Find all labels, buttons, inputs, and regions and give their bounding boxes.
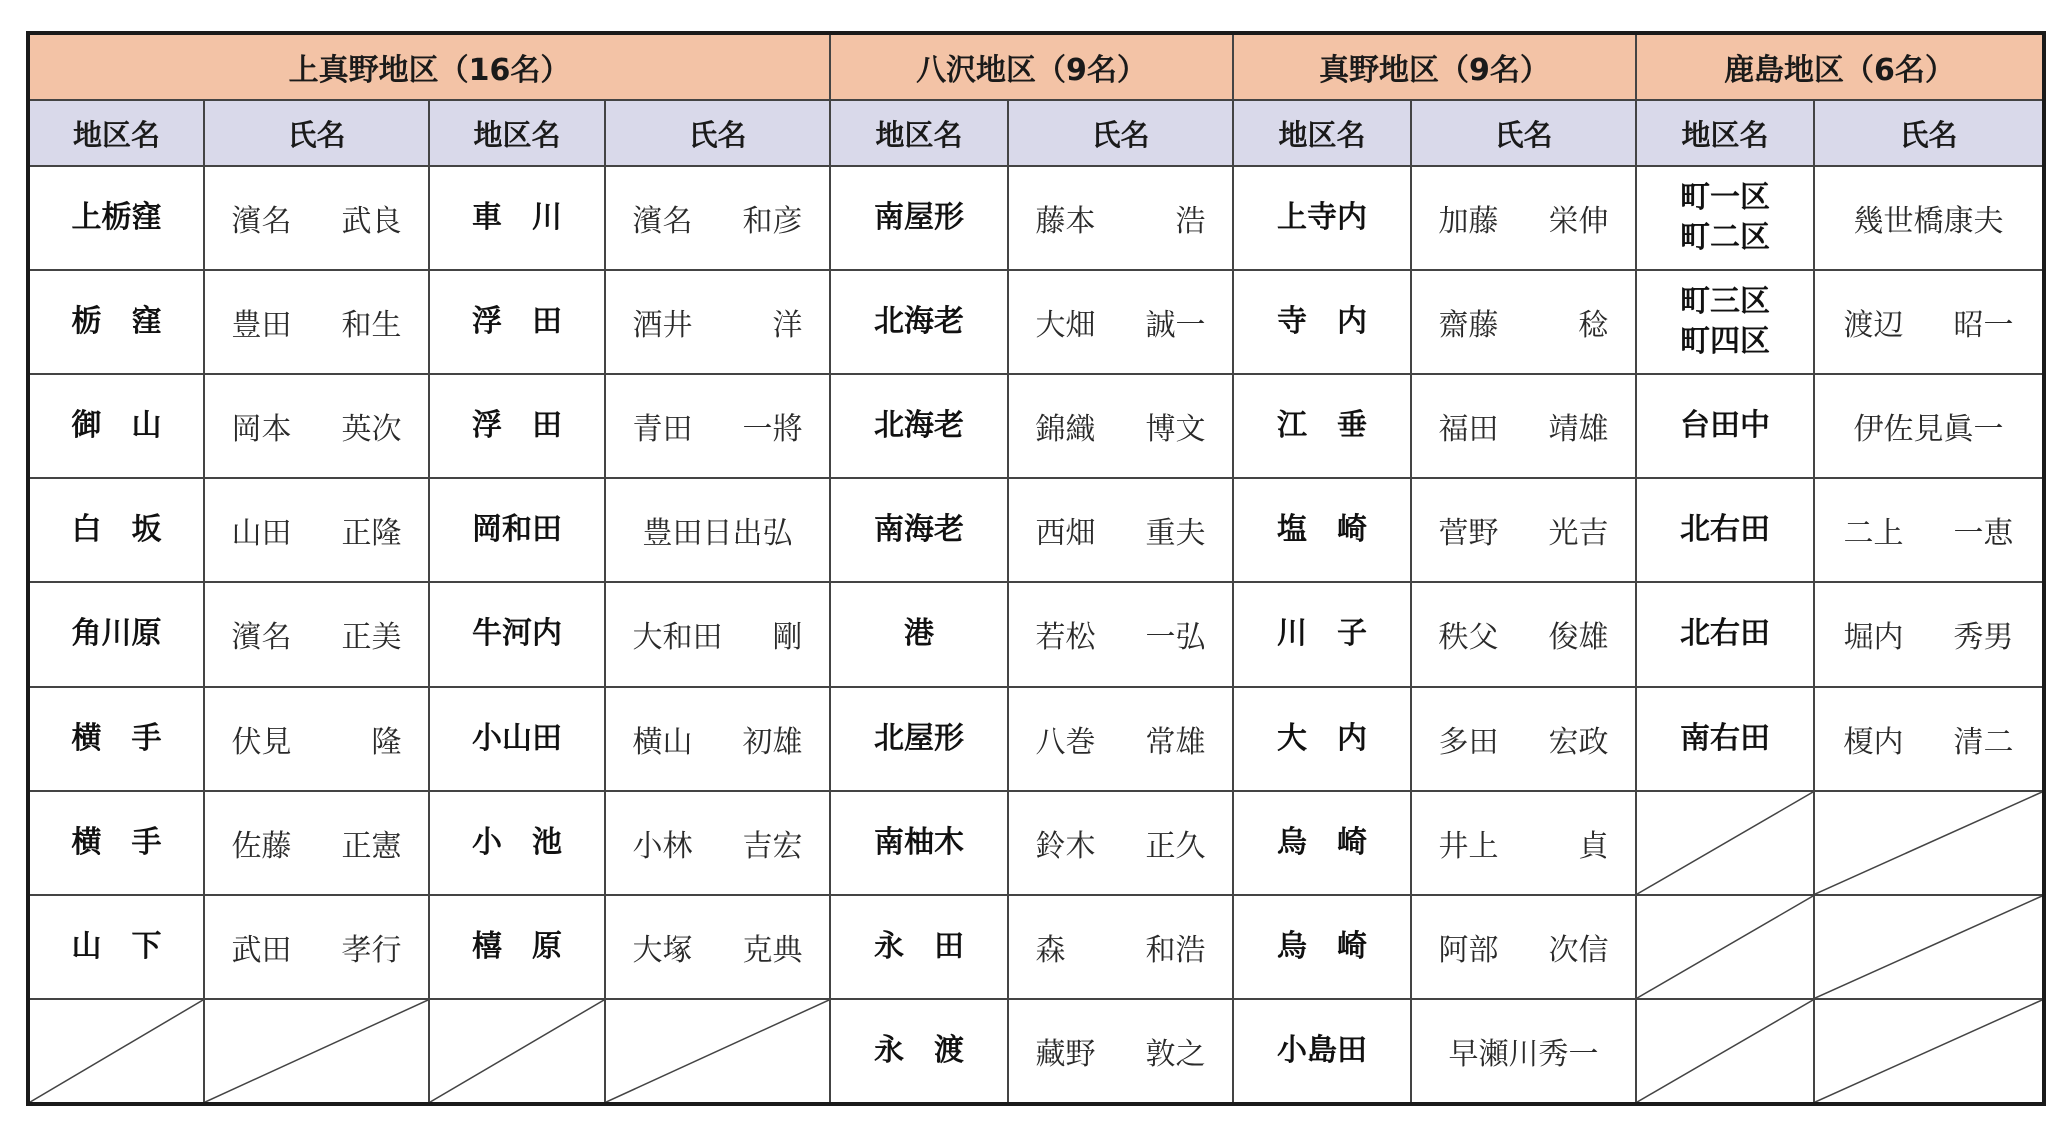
district-name: 町四区 — [1680, 324, 1770, 360]
person-name — [1439, 717, 1609, 761]
district-cell — [28, 687, 204, 791]
person-name-cell — [1814, 478, 2044, 582]
empty-cell — [1636, 895, 1814, 999]
person-name — [1036, 717, 1206, 761]
person-name — [1439, 821, 1609, 865]
district-name: 烏 崎 — [1277, 928, 1367, 964]
surname: 福田 — [1438, 412, 1499, 448]
person-name — [633, 717, 803, 761]
surname: 小林 — [632, 828, 693, 864]
district-cell — [830, 582, 1008, 686]
given-name: 正久 — [1145, 828, 1206, 864]
person-name — [633, 300, 803, 344]
given-name: 重夫 — [1145, 516, 1206, 552]
diagonal-strike — [1637, 1000, 1813, 1102]
surname: 濱名 — [231, 620, 292, 656]
empty-cell — [1636, 791, 1814, 895]
person-name-cell — [1814, 687, 2044, 791]
group-header-row — [28, 33, 2044, 100]
district-name: 浮 田 — [472, 408, 562, 444]
given-name: 稔 — [1578, 308, 1609, 344]
given-name: 俊雄 — [1548, 620, 1609, 656]
person-name-cell — [1411, 582, 1636, 686]
district-name: 南柚木 — [874, 824, 964, 860]
person-name — [232, 404, 402, 448]
person-name-cell — [605, 270, 830, 374]
given-name: 常雄 — [1145, 724, 1206, 760]
given-name: 一弘 — [1145, 620, 1206, 656]
person-name-cell — [1008, 374, 1233, 478]
group-header-kashima: 鹿島地区（6名） — [1636, 33, 2044, 100]
table-row — [28, 478, 2044, 582]
district-cell — [1233, 478, 1411, 582]
name-column-header: 氏名 — [1008, 100, 1233, 166]
surname: 青田 — [632, 412, 693, 448]
surname: 岡本 — [231, 412, 292, 448]
district-cell — [830, 791, 1008, 895]
district-cell — [429, 166, 605, 270]
district-cell — [1636, 374, 1814, 478]
person-name-cell — [1008, 999, 1233, 1104]
diagonal-strike — [1815, 896, 2042, 998]
district-cell — [1233, 687, 1411, 791]
surname: 井上 — [1438, 828, 1499, 864]
district-cell — [429, 478, 605, 582]
district-cell — [1233, 999, 1411, 1104]
person-name — [232, 612, 402, 656]
empty-cell — [204, 999, 429, 1104]
district-cell — [28, 270, 204, 374]
person-name-cell — [1008, 687, 1233, 791]
district-name: 白 坂 — [71, 512, 162, 548]
person-name — [232, 821, 402, 865]
district-column-header: 地区名 — [28, 100, 204, 166]
person-name — [633, 404, 803, 448]
person-name-cell — [204, 582, 429, 686]
surname: 大和田 — [632, 620, 723, 656]
diagonal-strike — [1637, 896, 1813, 998]
given-name: 吉宏 — [742, 828, 803, 864]
district-name: 永 田 — [874, 928, 964, 964]
district-column-header: 地区名 — [429, 100, 605, 166]
empty-cell — [1814, 895, 2044, 999]
table-row — [28, 270, 2044, 374]
district-name: 川 子 — [1277, 616, 1367, 652]
given-name: 一將 — [742, 412, 803, 448]
district-cell — [429, 582, 605, 686]
person-name — [633, 821, 803, 865]
person-name-cell — [605, 374, 830, 478]
surname: 佐藤 — [231, 828, 292, 864]
diagonal-strike — [606, 1000, 829, 1102]
given-name: 浩 — [1175, 204, 1206, 240]
surname: 大塚 — [632, 932, 693, 968]
surname: 大畑 — [1035, 308, 1096, 344]
district-name: 寺 内 — [1277, 304, 1367, 340]
person-name-cell — [204, 687, 429, 791]
district-name: 大 内 — [1277, 720, 1367, 756]
given-name: 剛 — [772, 620, 803, 656]
surname: 豊田 — [231, 308, 292, 344]
district-name: 北右田 — [1680, 616, 1770, 652]
district-name: 角川原 — [71, 616, 162, 652]
district-name: 台田中 — [1680, 408, 1770, 444]
district-cell — [830, 478, 1008, 582]
district-cell — [28, 582, 204, 686]
given-name: 和浩 — [1145, 932, 1206, 968]
surname: 若松 — [1035, 620, 1096, 656]
given-name: 正憲 — [341, 828, 402, 864]
person-name-cell — [605, 582, 830, 686]
given-name: 正隆 — [341, 516, 402, 552]
group-header-mano: 真野地区（9名） — [1233, 33, 1636, 100]
column-header-row — [28, 100, 2044, 166]
empty-cell — [1636, 999, 1814, 1104]
district-cell — [28, 895, 204, 999]
surname: 加藤 — [1438, 204, 1499, 240]
district-name: 小山田 — [472, 720, 562, 756]
district-cell — [429, 791, 605, 895]
surname: 八巻 — [1035, 724, 1096, 760]
person-name — [633, 925, 803, 969]
person-name — [1439, 925, 1609, 969]
district-cell — [1233, 270, 1411, 374]
surname: 豊田日出弘 — [642, 516, 793, 552]
person-name-cell — [204, 478, 429, 582]
empty-cell — [1814, 999, 2044, 1104]
district-column-header: 地区名 — [1233, 100, 1411, 166]
diagonal-strike — [1815, 792, 2042, 894]
given-name: 和彦 — [742, 204, 803, 240]
person-name-cell — [204, 791, 429, 895]
district-name: 小 池 — [472, 824, 562, 860]
district-cell — [429, 374, 605, 478]
empty-cell — [429, 999, 605, 1104]
person-name-cell — [605, 791, 830, 895]
group-header-yasawa: 八沢地区（9名） — [830, 33, 1233, 100]
person-name-cell — [1411, 999, 1636, 1104]
given-name: 宏政 — [1548, 724, 1609, 760]
given-name: 博文 — [1145, 412, 1206, 448]
name-column-header: 氏名 — [204, 100, 429, 166]
district-name: 北海老 — [874, 408, 964, 444]
district-cell — [1233, 582, 1411, 686]
district-name: 北海老 — [874, 304, 964, 340]
district-cell — [830, 999, 1008, 1104]
district-name: 小島田 — [1277, 1032, 1367, 1068]
district-name: 北右田 — [1680, 512, 1770, 548]
given-name: 敦之 — [1145, 1036, 1206, 1072]
empty-cell — [605, 999, 830, 1104]
district-name: 町一区 — [1680, 180, 1770, 216]
diagonal-strike — [30, 1000, 203, 1102]
given-name: 誠一 — [1145, 308, 1206, 344]
district-cell — [1636, 582, 1814, 686]
district-column-header: 地区名 — [830, 100, 1008, 166]
person-name-cell — [1411, 791, 1636, 895]
surname: 榎内 — [1843, 724, 1904, 760]
person-name — [1844, 717, 2014, 761]
given-name: 孝行 — [341, 932, 402, 968]
person-name-cell — [1411, 478, 1636, 582]
given-name: 昭一 — [1953, 308, 2014, 344]
person-name-cell — [1814, 582, 2044, 686]
surname: 阿部 — [1438, 932, 1499, 968]
table-row — [28, 999, 2044, 1104]
district-name: 塩 崎 — [1277, 512, 1367, 548]
district-cell — [28, 791, 204, 895]
given-name: 光吉 — [1548, 516, 1609, 552]
person-name-cell — [204, 895, 429, 999]
district-name: 横 手 — [71, 720, 162, 756]
district-name: 南右田 — [1680, 720, 1770, 756]
district-cell — [1636, 270, 1814, 374]
district-cell — [429, 895, 605, 999]
person-name — [1844, 612, 2014, 656]
district-name: 上寺内 — [1277, 200, 1367, 236]
person-name-cell — [1814, 374, 2044, 478]
district-cell — [429, 687, 605, 791]
person-name — [1036, 821, 1206, 865]
table-row — [28, 687, 2044, 791]
person-name — [633, 196, 803, 240]
person-name — [1036, 196, 1206, 240]
surname: 藤本 — [1035, 204, 1096, 240]
surname: 横山 — [632, 724, 693, 760]
district-name: 橲 原 — [472, 928, 562, 964]
given-name: 次信 — [1548, 932, 1609, 968]
person-name — [1036, 925, 1206, 969]
person-name-cell — [1814, 166, 2044, 270]
person-name-cell — [204, 374, 429, 478]
name-column-header: 氏名 — [1814, 100, 2044, 166]
diagonal-strike — [430, 1000, 604, 1102]
surname: 二上 — [1843, 516, 1904, 552]
person-name — [232, 196, 402, 240]
person-name-cell — [605, 895, 830, 999]
person-name-cell — [1008, 582, 1233, 686]
given-name: 正美 — [341, 620, 402, 656]
name-column-header: 氏名 — [605, 100, 830, 166]
table-row — [28, 374, 2044, 478]
given-name: 貞 — [1578, 828, 1609, 864]
given-name: 武良 — [341, 204, 402, 240]
person-name-cell — [1008, 895, 1233, 999]
surname: 多田 — [1438, 724, 1499, 760]
district-cell — [1233, 166, 1411, 270]
person-name-cell — [1411, 687, 1636, 791]
given-name: 初雄 — [742, 724, 803, 760]
person-name-cell — [1411, 374, 1636, 478]
person-name — [1439, 196, 1609, 240]
surname: 西畑 — [1035, 516, 1096, 552]
district-name: 港 — [904, 616, 934, 652]
district-name: 町三区 — [1680, 284, 1770, 320]
district-name: 永 渡 — [874, 1032, 964, 1068]
person-name — [1844, 404, 2014, 448]
person-name — [232, 508, 402, 552]
given-name: 一恵 — [1953, 516, 2014, 552]
district-cell — [830, 374, 1008, 478]
district-cell — [830, 270, 1008, 374]
person-name — [1844, 196, 2014, 240]
surname: 藏野 — [1035, 1036, 1096, 1072]
district-cell — [1636, 687, 1814, 791]
district-name: 江 垂 — [1277, 408, 1367, 444]
diagonal-strike — [205, 1000, 428, 1102]
person-name-cell — [204, 166, 429, 270]
district-name: 浮 田 — [472, 304, 562, 340]
person-name — [1844, 508, 2014, 552]
person-name — [1036, 508, 1206, 552]
district-name: 上栃窪 — [71, 200, 162, 236]
table-row — [28, 895, 2044, 999]
group-header-kamimano: 上真野地区（16名） — [28, 33, 830, 100]
district-cell — [28, 478, 204, 582]
person-name — [1439, 612, 1609, 656]
person-name-cell — [1411, 895, 1636, 999]
district-cell — [1233, 895, 1411, 999]
surname: 早瀬川秀一 — [1448, 1036, 1599, 1072]
district-name: 牛河内 — [472, 616, 562, 652]
district-cell — [28, 374, 204, 478]
table-row — [28, 166, 2044, 270]
surname: 濱名 — [632, 204, 693, 240]
person-name-cell — [1411, 270, 1636, 374]
district-cell — [429, 270, 605, 374]
person-name — [633, 612, 803, 656]
person-name — [232, 925, 402, 969]
given-name: 清二 — [1953, 724, 2014, 760]
district-name: 横 手 — [71, 824, 162, 860]
surname: 鈴木 — [1035, 828, 1096, 864]
surname: 幾世橋康夫 — [1853, 204, 2004, 240]
surname: 森 — [1035, 932, 1066, 968]
person-name-cell — [605, 166, 830, 270]
person-name — [1036, 300, 1206, 344]
district-roster-table — [26, 31, 2046, 1106]
district-name: 町二区 — [1680, 220, 1770, 256]
surname: 濱名 — [231, 204, 292, 240]
empty-cell — [28, 999, 204, 1104]
diagonal-strike — [1815, 1000, 2042, 1102]
surname: 堀内 — [1843, 620, 1904, 656]
surname: 山田 — [231, 516, 292, 552]
person-name — [1439, 300, 1609, 344]
person-name-cell — [605, 478, 830, 582]
district-name: 岡和田 — [472, 512, 562, 548]
surname: 齋藤 — [1438, 308, 1499, 344]
person-name — [232, 300, 402, 344]
district-name: 山 下 — [71, 928, 162, 964]
given-name: 洋 — [772, 308, 803, 344]
person-name-cell — [1411, 166, 1636, 270]
person-name-cell — [1008, 791, 1233, 895]
person-name — [633, 508, 803, 552]
district-name: 南海老 — [874, 512, 964, 548]
person-name — [1844, 300, 2014, 344]
surname: 酒井 — [632, 308, 693, 344]
district-column-header: 地区名 — [1636, 100, 1814, 166]
person-name — [1439, 1029, 1609, 1073]
district-name: 烏 崎 — [1277, 824, 1367, 860]
district-cell — [1233, 374, 1411, 478]
district-cell — [28, 166, 204, 270]
district-cell — [830, 687, 1008, 791]
person-name-cell — [1008, 478, 1233, 582]
given-name: 英次 — [341, 412, 402, 448]
roster-body — [28, 166, 2044, 1104]
table-row — [28, 582, 2044, 686]
empty-cell — [1814, 791, 2044, 895]
surname: 伏見 — [231, 724, 292, 760]
given-name: 秀男 — [1953, 620, 2014, 656]
district-cell — [1636, 166, 1814, 270]
district-name: 栃 窪 — [71, 304, 162, 340]
district-name: 車 川 — [472, 200, 562, 236]
person-name-cell — [605, 687, 830, 791]
person-name — [232, 717, 402, 761]
district-cell — [830, 166, 1008, 270]
district-cell — [1233, 791, 1411, 895]
given-name: 和生 — [341, 308, 402, 344]
person-name — [1036, 404, 1206, 448]
name-column-header: 氏名 — [1411, 100, 1636, 166]
roster-sheet — [26, 31, 2042, 1106]
surname: 錦織 — [1035, 412, 1096, 448]
person-name — [1439, 404, 1609, 448]
person-name-cell — [1008, 166, 1233, 270]
table-row — [28, 791, 2044, 895]
person-name-cell — [204, 270, 429, 374]
district-name: 南屋形 — [874, 200, 964, 236]
person-name — [1036, 1029, 1206, 1073]
district-cell — [1636, 478, 1814, 582]
surname: 菅野 — [1438, 516, 1499, 552]
given-name: 克典 — [742, 932, 803, 968]
person-name-cell — [1008, 270, 1233, 374]
surname: 渡辺 — [1843, 308, 1904, 344]
given-name: 靖雄 — [1548, 412, 1609, 448]
given-name: 栄伸 — [1548, 204, 1609, 240]
surname: 伊佐見眞一 — [1853, 412, 2004, 448]
district-cell — [830, 895, 1008, 999]
person-name-cell — [1814, 270, 2044, 374]
diagonal-strike — [1637, 792, 1813, 894]
district-name: 北屋形 — [874, 720, 964, 756]
surname: 秩父 — [1438, 620, 1499, 656]
district-name: 御 山 — [71, 408, 162, 444]
person-name — [1036, 612, 1206, 656]
given-name: 隆 — [371, 724, 402, 760]
surname: 武田 — [231, 932, 292, 968]
person-name — [1439, 508, 1609, 552]
